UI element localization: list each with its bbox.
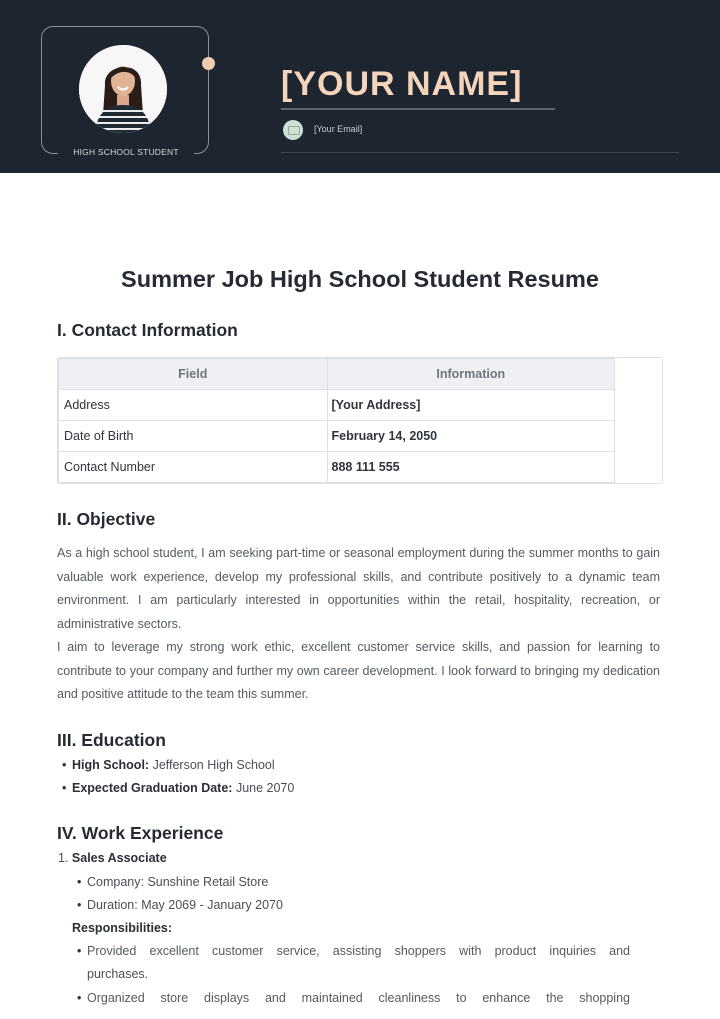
email-icon bbox=[283, 120, 303, 140]
education-value: June 2070 bbox=[235, 781, 295, 795]
education-item bbox=[72, 757, 275, 773]
column-header-information: Information bbox=[327, 359, 615, 390]
field-cell: Address bbox=[59, 390, 328, 421]
education-value: Jefferson High School bbox=[152, 758, 275, 772]
section-heading-education: III. Education bbox=[57, 730, 166, 750]
table-header-row bbox=[59, 359, 615, 390]
education-item bbox=[72, 780, 294, 796]
job-title-line bbox=[58, 850, 167, 866]
info-cell: 888 111 555 bbox=[327, 452, 615, 483]
table-row bbox=[59, 390, 615, 421]
responsibility-item-2: • Organized store displays and maintained cleanliness to enhance the shopping bbox=[87, 990, 630, 1006]
document-title: Summer Job High School Student Resume bbox=[121, 266, 599, 292]
name-divider bbox=[281, 108, 555, 110]
field-cell: Date of Birth bbox=[59, 421, 328, 452]
section-heading-work: IV. Work Experience bbox=[57, 823, 224, 843]
job-title: Sales Associate bbox=[71, 851, 167, 865]
objective-paragraph-1: As a high school student, I am seeking part-time or seasonal employment during the summer months to gain valuable work experience, develop my professional skills, and contribute positively to a dynamic team environment. I am particularly interested in opportunities within the retail, hospitality, recreation, or administrative sectors. bbox=[57, 546, 660, 631]
section-heading-objective: II. Objective bbox=[57, 509, 156, 529]
responsibilities-heading: Responsibilities: bbox=[72, 921, 173, 935]
contact-table bbox=[57, 357, 663, 484]
table-row bbox=[59, 421, 615, 452]
responsibility-item-1-continued: purchases. bbox=[87, 967, 149, 981]
responsibility-item-1: • Provided excellent customer service, assisting shoppers with product inquiries and bbox=[87, 943, 630, 959]
header-banner bbox=[0, 0, 720, 173]
education-label: High School: bbox=[72, 758, 150, 772]
job-company: • Company: Sunshine Retail Store bbox=[87, 874, 268, 890]
column-header-field: Field bbox=[59, 359, 328, 390]
section-heading-contact: I. Contact Information bbox=[57, 320, 238, 340]
table-row bbox=[59, 452, 615, 483]
email-text: [Your Email] bbox=[314, 124, 363, 134]
avatar bbox=[79, 45, 167, 133]
header-divider bbox=[281, 152, 679, 153]
info-cell: February 14, 2050 bbox=[327, 421, 615, 452]
field-cell: Contact Number bbox=[59, 452, 328, 483]
objective-paragraph-2: I aim to leverage my strong work ethic, excellent customer service skills, and passion for learning to contribute to your company and further my own career development. I look forward to bringing my dedication and positive attitude to the team this summer. bbox=[57, 640, 660, 701]
candidate-name: [YOUR NAME] bbox=[281, 65, 523, 103]
info-cell: [Your Address] bbox=[327, 390, 615, 421]
education-label: Expected Graduation Date: bbox=[72, 781, 233, 795]
role-label: HIGH SCHOOL STUDENT bbox=[58, 145, 194, 159]
frame-dot-ornament bbox=[202, 57, 215, 70]
job-number: 1. bbox=[58, 851, 69, 865]
job-duration: • Duration: May 2069 - January 2070 bbox=[87, 897, 283, 913]
